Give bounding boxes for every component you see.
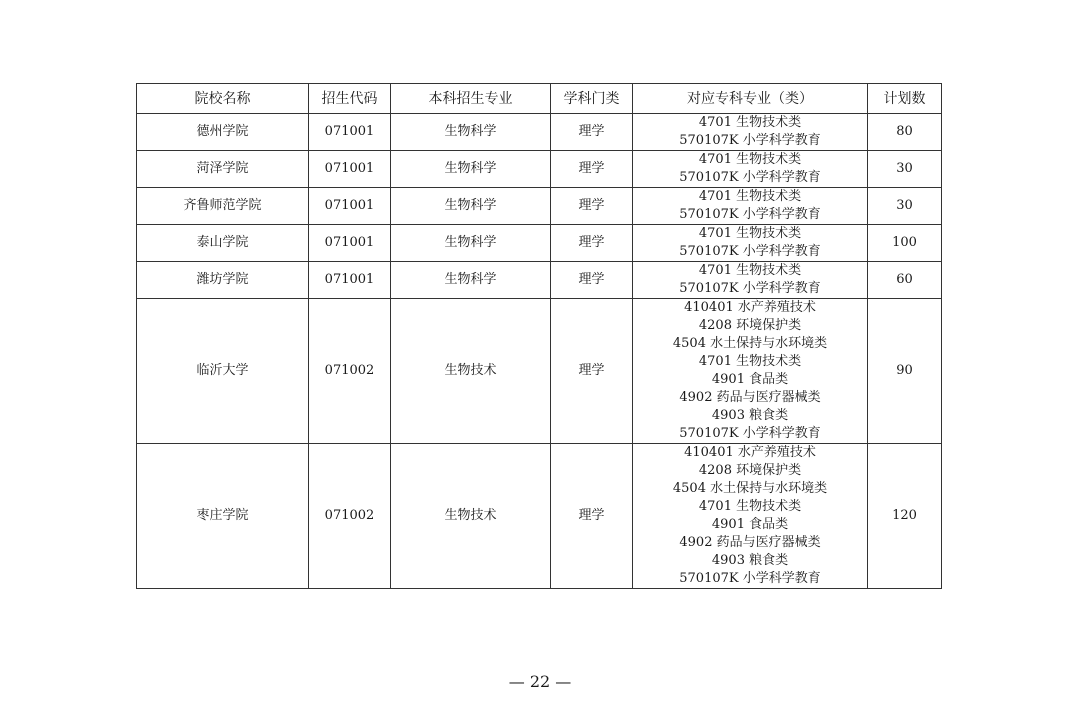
related-majors-cell xyxy=(633,444,868,589)
related-major-line: 570107K 小学科学教育 xyxy=(679,133,821,148)
header-code: 招生代码 xyxy=(309,84,391,114)
major-cell: 生物技术 xyxy=(391,299,551,444)
related-major-line: 4902 药品与医疗器械类 xyxy=(679,390,821,405)
plan-count-cell: 100 xyxy=(868,225,942,262)
table-header-row xyxy=(137,84,942,114)
header-plan: 计划数 xyxy=(868,84,942,114)
header-related: 对应专科专业（类） xyxy=(633,84,868,114)
related-major-line: 4701 生物技术类 xyxy=(698,263,802,278)
code-cell: 071002 xyxy=(309,444,391,589)
related-major-line: 570107K 小学科学教育 xyxy=(679,426,821,441)
category-cell: 理学 xyxy=(551,262,633,299)
related-major-line: 4701 生物技术类 xyxy=(698,152,802,167)
header-school: 院校名称 xyxy=(137,84,309,114)
header-major: 本科招生专业 xyxy=(391,84,551,114)
table-row xyxy=(137,444,942,589)
plan-count-cell: 80 xyxy=(868,114,942,151)
major-cell: 生物科学 xyxy=(391,114,551,151)
related-major-line: 570107K 小学科学教育 xyxy=(679,244,821,259)
plan-count-cell: 30 xyxy=(868,151,942,188)
plan-count-cell: 120 xyxy=(868,444,942,589)
table-row xyxy=(137,225,942,262)
related-major-line: 570107K 小学科学教育 xyxy=(679,170,821,185)
major-cell: 生物科学 xyxy=(391,225,551,262)
related-major-line: 4504 水土保持与水环境类 xyxy=(672,481,828,496)
code-cell: 071001 xyxy=(309,151,391,188)
related-majors-cell xyxy=(633,114,868,151)
table-row xyxy=(137,299,942,444)
plan-count-cell: 90 xyxy=(868,299,942,444)
code-cell: 071001 xyxy=(309,114,391,151)
code-cell: 071001 xyxy=(309,262,391,299)
related-major-line: 4701 生物技术类 xyxy=(698,354,802,369)
category-cell: 理学 xyxy=(551,225,633,262)
page-number: — 22 — xyxy=(508,672,572,691)
related-major-line: 4903 粮食类 xyxy=(711,553,789,568)
category-cell: 理学 xyxy=(551,299,633,444)
school-cell: 泰山学院 xyxy=(137,225,309,262)
school-cell: 潍坊学院 xyxy=(137,262,309,299)
related-major-line: 4504 水土保持与水环境类 xyxy=(672,336,828,351)
school-cell: 德州学院 xyxy=(137,114,309,151)
related-major-line: 4902 药品与医疗器械类 xyxy=(679,535,821,550)
category-cell: 理学 xyxy=(551,114,633,151)
related-majors-cell xyxy=(633,188,868,225)
major-cell: 生物科学 xyxy=(391,262,551,299)
related-major-line: 4903 粮食类 xyxy=(711,408,789,423)
major-cell: 生物科学 xyxy=(391,188,551,225)
related-major-line: 410401 水产养殖技术 xyxy=(684,445,816,460)
related-majors-cell xyxy=(633,151,868,188)
related-majors-cell xyxy=(633,262,868,299)
table-row xyxy=(137,151,942,188)
enrollment-plan-table xyxy=(136,83,942,589)
related-major-line: 570107K 小学科学教育 xyxy=(679,281,821,296)
related-major-line: 4901 食品类 xyxy=(711,372,789,387)
related-major-line: 4208 环境保护类 xyxy=(698,318,802,333)
category-cell: 理学 xyxy=(551,444,633,589)
major-cell: 生物技术 xyxy=(391,444,551,589)
related-major-line: 570107K 小学科学教育 xyxy=(679,207,821,222)
school-cell: 齐鲁师范学院 xyxy=(137,188,309,225)
major-cell: 生物科学 xyxy=(391,151,551,188)
related-majors-cell xyxy=(633,299,868,444)
plan-count-cell: 60 xyxy=(868,262,942,299)
related-major-line: 4701 生物技术类 xyxy=(698,226,802,241)
table-row xyxy=(137,114,942,151)
code-cell: 071002 xyxy=(309,299,391,444)
school-cell: 临沂大学 xyxy=(137,299,309,444)
related-major-line: 4701 生物技术类 xyxy=(698,189,802,204)
related-major-line: 4208 环境保护类 xyxy=(698,463,802,478)
table-row xyxy=(137,262,942,299)
related-major-line: 4701 生物技术类 xyxy=(698,499,802,514)
related-major-line: 4701 生物技术类 xyxy=(698,115,802,130)
plan-count-cell: 30 xyxy=(868,188,942,225)
header-category: 学科门类 xyxy=(551,84,633,114)
code-cell: 071001 xyxy=(309,188,391,225)
code-cell: 071001 xyxy=(309,225,391,262)
related-major-line: 570107K 小学科学教育 xyxy=(679,571,821,586)
table-row xyxy=(137,188,942,225)
school-cell: 枣庄学院 xyxy=(137,444,309,589)
school-cell: 菏泽学院 xyxy=(137,151,309,188)
category-cell: 理学 xyxy=(551,151,633,188)
related-major-line: 410401 水产养殖技术 xyxy=(684,300,816,315)
related-major-line: 4901 食品类 xyxy=(711,517,789,532)
related-majors-cell xyxy=(633,225,868,262)
category-cell: 理学 xyxy=(551,188,633,225)
